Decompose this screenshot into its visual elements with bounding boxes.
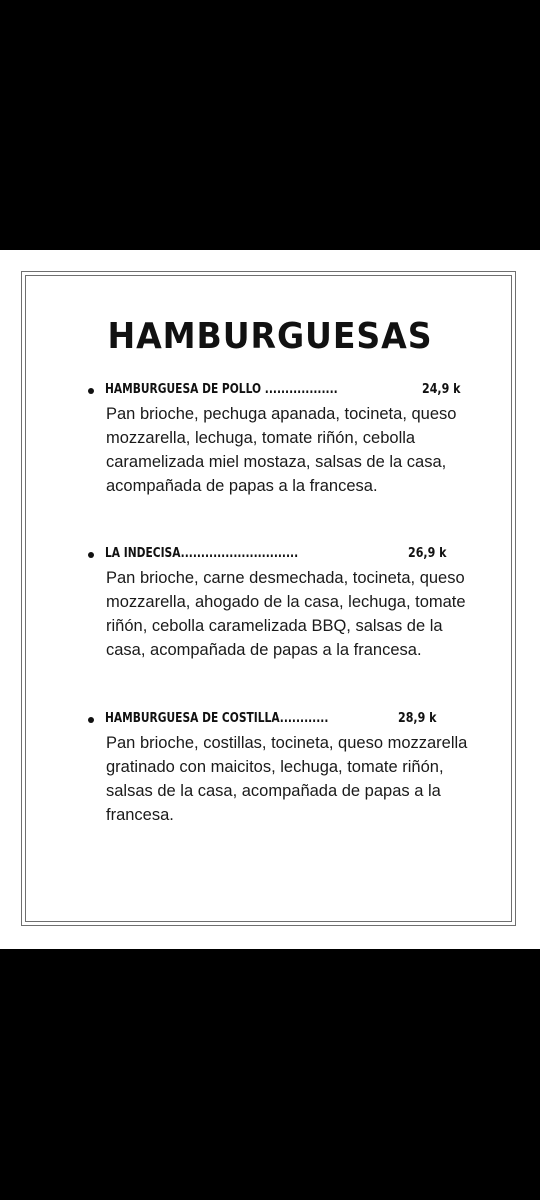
- item-price: 26,9 k: [408, 546, 447, 561]
- item-name: LA INDECISA.............................: [105, 546, 299, 561]
- item-header: [88, 380, 478, 402]
- item-header: [88, 544, 478, 566]
- item-name: HAMBURGUESA DE COSTILLA............: [105, 711, 329, 726]
- item-price: 24,9 k: [422, 382, 461, 397]
- menu-item-la-indecisa: [88, 544, 478, 662]
- menu-item-hamburguesa-de-costilla: [88, 709, 478, 827]
- item-description: Pan brioche, pechuga apanada, tocineta, queso mozzarella, lechuga, tomate riñón, cebolla caramelizada miel mostaza, salsas de la casa, acompañada de papas a la francesa.: [106, 405, 457, 495]
- menu-page: [0, 250, 540, 949]
- menu-item-hamburguesa-de-pollo: [88, 380, 478, 498]
- item-header: [88, 709, 478, 731]
- bullet-icon: [88, 552, 94, 558]
- bullet-icon: [88, 388, 94, 394]
- item-price: 28,9 k: [398, 711, 437, 726]
- bottom-black-band: [0, 949, 540, 1200]
- menu-title: HAMBURGUESAS: [107, 316, 433, 357]
- item-description: Pan brioche, carne desmechada, tocineta, queso mozzarella, ahogado de la casa, lechuga, tomate riñón, cebolla caramelizada BBQ, salsas de la casa, acompañada de papas a la francesa.: [106, 569, 466, 659]
- item-name: HAMBURGUESA DE POLLO ..................: [105, 382, 338, 397]
- item-description: Pan brioche, costillas, tocineta, queso mozzarella gratinado con maicitos, lechuga, tomate riñón, salsas de la casa, acompañada de papas a la francesa.: [106, 734, 468, 824]
- top-black-band: [0, 0, 540, 250]
- bullet-icon: [88, 717, 94, 723]
